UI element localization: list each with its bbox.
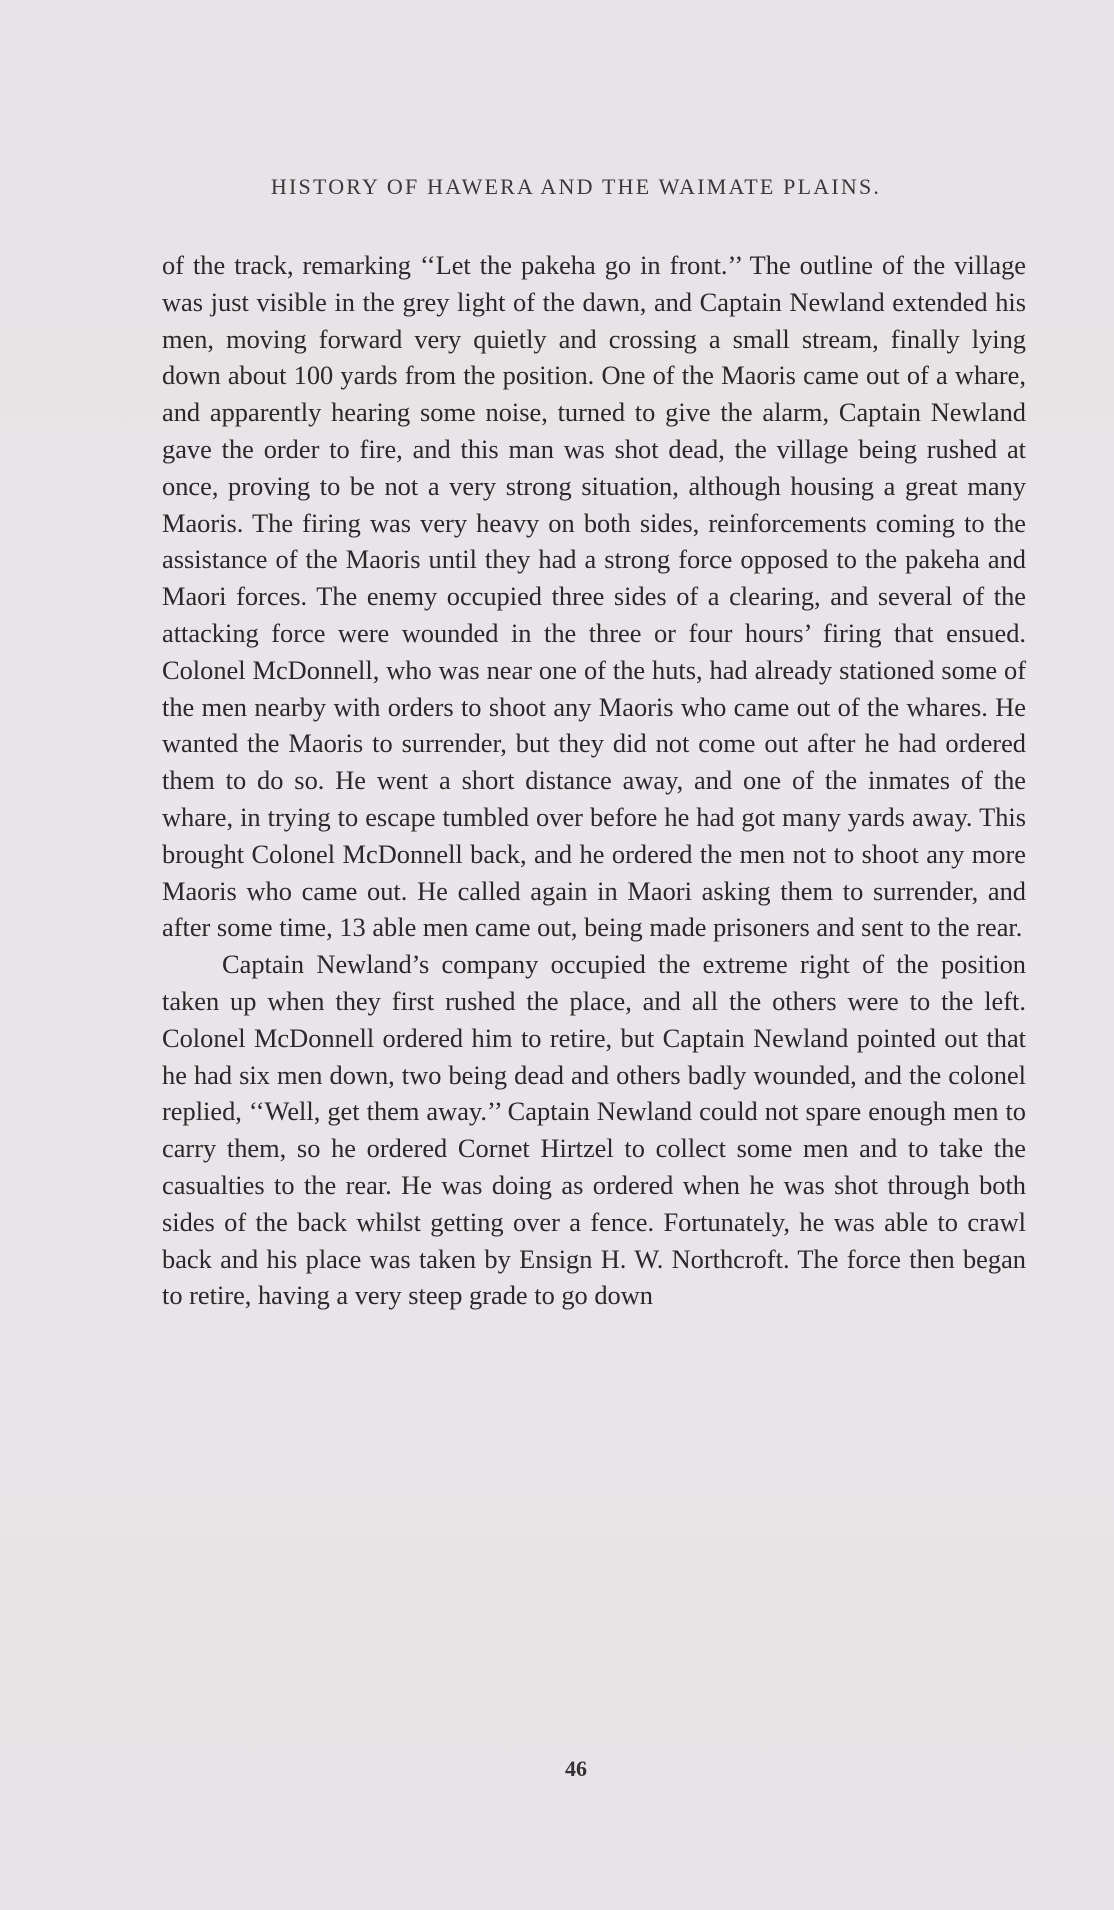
page-number: 46	[565, 1756, 587, 1781]
body-text	[162, 247, 1026, 1314]
running-head: HISTORY OF HAWERA AND THE WAIMATE PLAINS.	[270, 174, 882, 199]
paragraph-2: Captain Newland’s company occupied the extreme right of the position taken up when they first rushed the place, and all the others were to the left. Colonel McDonnell ordered him to retire, but Captain Newland pointed out that he had six men down, two being dead and others badly wounded, and the colonel replied, ‘‘Well, get them away.’’ Captain Newland could not spare enough men to carry them, so he ordered Cornet Hirtzel to collect some men and to take the casualties to the rear. He was doing as ordered when he was shot through both sides of the back whilst getting over a fence. Fortunately, he was able to crawl back and his place was taken by Ensign H. W. Northcroft. The force then began to retire, having a very steep grade to go down	[162, 949, 1026, 1311]
paragraph-1: of the track, remarking ‘‘Let the pakeha go in front.’’ The outline of the village was just visible in the grey light of the dawn, and Captain Newland extended his men, moving forward very quietly and crossing a small stream, finally lying down about 100 yards from the position. One of the Maoris came out of a whare, and apparently hearing some noise, turned to give the alarm, Captain Newland gave the order to fire, and this man was shot dead, the village being rushed at once, proving to be not a very strong situation, although housing a great many Maoris. The firing was very heavy on both sides, reinforcements coming to the assistance of the Maoris until they had a strong force opposed to the pakeha and Maori forces. The enemy occupied three sides of a clearing, and several of the attacking force were wounded in the three or four hours’ firing that ensued. Colonel McDonnell, who was near one of the huts, had already stationed some of the men nearby with orders to shoot any Maoris who came out of the whares. He wanted the Maoris to surrender, but they did not come out after he had ordered them to do so. He went a short distance away, and one of the inmates of the whare, in trying to escape tumbled over before he had got many yards away. This brought Colonel McDonnell back, and he ordered the men not to shoot any more Maoris who came out. He called again in Maori asking them to surrender, and after some time, 13 able men came out, being made prisoners and sent to the rear.	[162, 250, 1026, 943]
